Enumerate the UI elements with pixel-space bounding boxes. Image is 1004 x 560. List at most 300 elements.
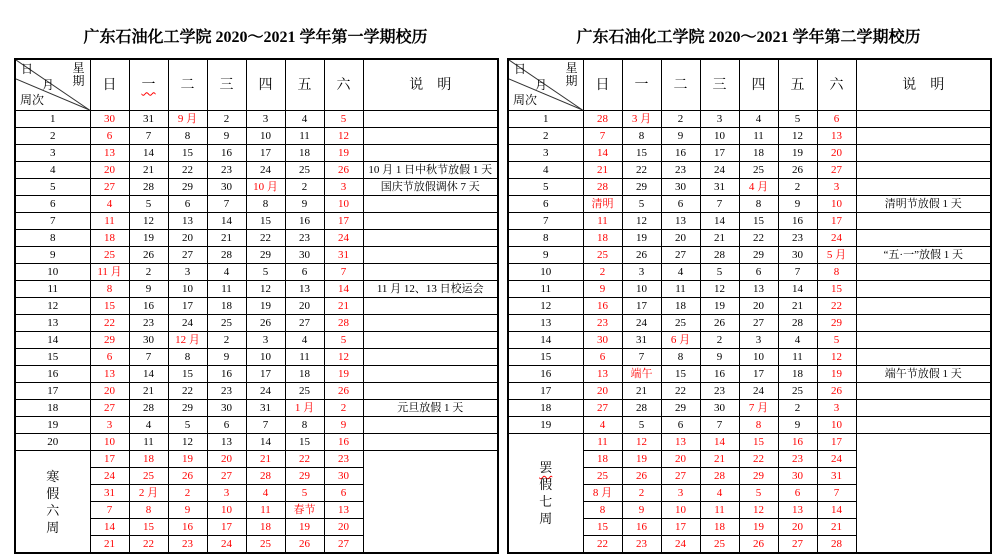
date-cell: 20 [583, 383, 622, 400]
date-cell: 14 [129, 145, 168, 162]
date-cell: 7 [129, 349, 168, 366]
date-cell: 5 [246, 264, 285, 281]
week-row [15, 179, 498, 196]
week-number-cell: 18 [15, 400, 90, 417]
week-number-cell: 6 [508, 196, 583, 213]
week-number-cell: 5 [15, 179, 90, 196]
date-cell: 6 [661, 417, 700, 434]
date-cell: 24 [246, 162, 285, 179]
note-cell [856, 213, 991, 230]
date-cell: 30 [778, 468, 817, 485]
date-cell: 10 [661, 502, 700, 519]
date-cell: 27 [168, 247, 207, 264]
week-row [15, 383, 498, 400]
date-cell: 4 [285, 332, 324, 349]
note-cell [363, 213, 498, 230]
date-cell: 7 [324, 264, 363, 281]
calendar-table [14, 58, 499, 554]
date-cell: 23 [324, 451, 363, 468]
date-cell: 8 [90, 281, 129, 298]
date-cell: 13 [661, 434, 700, 451]
date-cell: 27 [661, 468, 700, 485]
date-cell: 8 [622, 128, 661, 145]
date-cell: 15 [246, 213, 285, 230]
corner-weekno-label: 周次 [513, 93, 538, 107]
date-cell: 21 [129, 162, 168, 179]
date-cell: 5 [129, 196, 168, 213]
note-cell [363, 247, 498, 264]
week-number-cell: 1 [15, 111, 90, 128]
date-cell: 17 [246, 145, 285, 162]
date-cell: 25 [285, 162, 324, 179]
date-cell: 20 [661, 451, 700, 468]
date-cell: 9 [129, 281, 168, 298]
week-number-cell: 13 [508, 315, 583, 332]
day-header-cell [622, 59, 661, 111]
corner-cell [15, 59, 90, 111]
day-header-label: 一 [141, 77, 156, 93]
date-cell: 5 [324, 332, 363, 349]
date-cell: 30 [583, 332, 622, 349]
vacation-label [16, 468, 90, 536]
week-row [508, 213, 991, 230]
day-header-cell [246, 59, 285, 111]
date-cell: 31 [700, 179, 739, 196]
date-cell: 13 [778, 502, 817, 519]
date-cell: 18 [90, 230, 129, 247]
week-row [508, 383, 991, 400]
date-cell: 11 [583, 213, 622, 230]
date-cell: 2 [207, 111, 246, 128]
date-cell: 11 [700, 502, 739, 519]
week-row [15, 111, 498, 128]
date-cell: 18 [583, 451, 622, 468]
date-cell: 28 [246, 468, 285, 485]
week-row [508, 281, 991, 298]
week-row [508, 230, 991, 247]
day-header-label: 四 [258, 77, 273, 93]
date-cell: 14 [778, 281, 817, 298]
date-cell: 17 [661, 519, 700, 536]
date-cell: 14 [700, 213, 739, 230]
week-row [15, 315, 498, 332]
date-cell: 5 月 [817, 247, 856, 264]
date-cell: 11 [285, 349, 324, 366]
week-row [508, 179, 991, 196]
date-cell: 12 [622, 213, 661, 230]
week-number-cell: 3 [15, 145, 90, 162]
date-cell: 26 [622, 468, 661, 485]
date-cell: 24 [324, 230, 363, 247]
week-number-cell: 16 [15, 366, 90, 383]
date-cell: 31 [324, 247, 363, 264]
note-header-cell: 说 明 [363, 59, 498, 111]
date-cell: 28 [583, 111, 622, 128]
date-cell: 3 [207, 485, 246, 502]
week-row [508, 145, 991, 162]
date-cell: 11 [285, 128, 324, 145]
date-cell: 3 [324, 179, 363, 196]
date-cell: 29 [168, 179, 207, 196]
week-row [508, 128, 991, 145]
date-cell: 15 [661, 366, 700, 383]
note-cell [363, 111, 498, 128]
date-cell: 2 [700, 332, 739, 349]
date-cell: 29 [285, 468, 324, 485]
date-cell: 23 [207, 162, 246, 179]
date-cell: 29 [246, 247, 285, 264]
date-cell: 27 [739, 315, 778, 332]
date-cell: 3 [739, 332, 778, 349]
week-number-cell: 6 [15, 196, 90, 213]
date-cell: 4 [285, 111, 324, 128]
date-cell: 12 [168, 434, 207, 451]
date-cell: 12 [129, 213, 168, 230]
date-cell: 春节 [285, 502, 324, 519]
date-cell: 17 [817, 434, 856, 451]
note-cell [856, 349, 991, 366]
date-cell: 12 [622, 434, 661, 451]
date-cell: 13 [739, 281, 778, 298]
vacation-label [509, 459, 583, 527]
date-cell: 3 [661, 485, 700, 502]
date-cell: 19 [700, 298, 739, 315]
day-header-label: 日 [595, 77, 610, 93]
day-header-cell [90, 59, 129, 111]
date-cell: 7 [583, 128, 622, 145]
vacation-label-char: 假 [539, 477, 553, 492]
date-cell: 26 [817, 383, 856, 400]
date-cell: 6 月 [661, 332, 700, 349]
date-cell: 19 [622, 230, 661, 247]
vacation-note-cell [363, 451, 498, 554]
date-cell: 30 [129, 332, 168, 349]
date-cell: 21 [700, 451, 739, 468]
date-cell: 2 [661, 111, 700, 128]
date-cell: 2 [324, 400, 363, 417]
note-cell [363, 230, 498, 247]
note-cell [363, 264, 498, 281]
date-cell: 清明 [583, 196, 622, 213]
date-cell: 14 [324, 281, 363, 298]
date-cell: 14 [700, 434, 739, 451]
date-cell: 17 [817, 213, 856, 230]
date-cell: 21 [817, 519, 856, 536]
date-cell: 9 [583, 281, 622, 298]
date-cell: 20 [324, 519, 363, 536]
date-cell: 20 [285, 298, 324, 315]
date-cell: 26 [622, 247, 661, 264]
week-number-cell: 9 [15, 247, 90, 264]
date-cell: 26 [285, 536, 324, 554]
date-cell: 10 [90, 434, 129, 451]
corner-weekno-label: 周次 [20, 93, 45, 107]
date-cell: 23 [661, 162, 700, 179]
note-cell [856, 281, 991, 298]
date-cell: 18 [207, 298, 246, 315]
week-number-cell: 11 [15, 281, 90, 298]
date-cell: 23 [622, 536, 661, 554]
date-cell: 24 [661, 536, 700, 554]
date-cell: 17 [622, 298, 661, 315]
date-cell: 16 [129, 298, 168, 315]
date-cell: 29 [739, 247, 778, 264]
date-cell: 16 [285, 213, 324, 230]
date-cell: 9 [778, 417, 817, 434]
date-cell: 25 [207, 315, 246, 332]
week-row [15, 281, 498, 298]
date-cell: 22 [168, 162, 207, 179]
date-cell: 22 [739, 451, 778, 468]
date-cell: 28 [817, 536, 856, 554]
date-cell: 15 [90, 298, 129, 315]
date-cell: 8 [168, 349, 207, 366]
day-header-label: 三 [219, 77, 234, 93]
header-row [508, 59, 991, 111]
date-cell: 12 [778, 128, 817, 145]
note-cell: 11 月 12、13 日校运会 [363, 281, 498, 298]
date-cell: 18 [661, 298, 700, 315]
week-number-cell: 8 [508, 230, 583, 247]
vacation-label-char: 假 [46, 485, 60, 501]
week-number-cell: 9 [508, 247, 583, 264]
date-cell: 4 月 [739, 179, 778, 196]
week-number-cell: 5 [508, 179, 583, 196]
date-cell: 15 [739, 434, 778, 451]
date-cell: 24 [700, 162, 739, 179]
date-cell: 3 [246, 111, 285, 128]
date-cell: 22 [90, 315, 129, 332]
note-cell [856, 162, 991, 179]
vacation-label-cell [15, 451, 90, 554]
date-cell: 20 [778, 519, 817, 536]
day-header-label: 一 [634, 77, 649, 93]
date-cell: 3 [90, 417, 129, 434]
date-cell: 30 [700, 400, 739, 417]
week-number-cell: 19 [15, 417, 90, 434]
date-cell: 17 [168, 298, 207, 315]
date-cell: 24 [817, 451, 856, 468]
note-cell [856, 417, 991, 434]
week-number-cell: 7 [15, 213, 90, 230]
note-cell [363, 332, 498, 349]
date-cell: 12 [324, 349, 363, 366]
date-cell: 5 [324, 111, 363, 128]
week-row [508, 332, 991, 349]
day-header-cell [739, 59, 778, 111]
date-cell: 29 [622, 179, 661, 196]
date-cell: 23 [778, 230, 817, 247]
date-cell: 10 [324, 196, 363, 213]
date-cell: 20 [90, 383, 129, 400]
date-cell: 27 [285, 315, 324, 332]
date-cell: 3 [246, 332, 285, 349]
week-number-cell: 15 [508, 349, 583, 366]
date-cell: 28 [129, 179, 168, 196]
date-cell: 27 [817, 162, 856, 179]
date-cell: 7 [246, 417, 285, 434]
date-cell: 22 [129, 536, 168, 554]
week-number-cell: 13 [15, 315, 90, 332]
note-cell: 端午节放假 1 天 [856, 366, 991, 383]
date-cell: 19 [246, 298, 285, 315]
date-cell: 10 [168, 281, 207, 298]
date-cell: 27 [583, 400, 622, 417]
date-cell: 9 [700, 349, 739, 366]
week-number-cell: 12 [15, 298, 90, 315]
date-cell: 23 [129, 315, 168, 332]
date-cell: 12 [739, 502, 778, 519]
week-number-cell: 11 [508, 281, 583, 298]
date-cell: 10 [622, 281, 661, 298]
date-cell: 2 [778, 179, 817, 196]
date-cell: 26 [700, 315, 739, 332]
day-header-label: 五 [790, 77, 805, 93]
date-cell: 27 [207, 468, 246, 485]
week-number-cell: 20 [15, 434, 90, 451]
note-cell: 清明节放假 1 天 [856, 196, 991, 213]
date-cell: 22 [246, 230, 285, 247]
date-cell: 5 [622, 417, 661, 434]
week-row [15, 400, 498, 417]
week-row [15, 349, 498, 366]
week-number-cell: 2 [15, 128, 90, 145]
date-cell: 29 [817, 315, 856, 332]
day-header-cell [207, 59, 246, 111]
date-cell: 13 [661, 213, 700, 230]
date-cell: 8 [285, 417, 324, 434]
note-cell [363, 128, 498, 145]
date-cell: 8 月 [583, 485, 622, 502]
note-cell [363, 315, 498, 332]
date-cell: 5 [285, 485, 324, 502]
date-cell: 4 [661, 264, 700, 281]
date-cell: 8 [583, 502, 622, 519]
corner-cell [508, 59, 583, 111]
week-number-cell: 3 [508, 145, 583, 162]
date-cell: 10 [817, 417, 856, 434]
date-cell: 27 [324, 536, 363, 554]
date-cell: 11 [246, 502, 285, 519]
date-cell: 11 [778, 349, 817, 366]
week-row [15, 247, 498, 264]
note-header-cell: 说 明 [856, 59, 991, 111]
date-cell: 10 [700, 128, 739, 145]
date-cell: 25 [778, 383, 817, 400]
note-cell [856, 264, 991, 281]
semester2-calendar [507, 12, 990, 554]
date-cell: 3 [817, 179, 856, 196]
date-cell: 22 [739, 230, 778, 247]
date-cell: 19 [324, 366, 363, 383]
date-cell: 22 [583, 536, 622, 554]
date-cell: 23 [168, 536, 207, 554]
date-cell: 3 [817, 400, 856, 417]
date-cell: 3 月 [622, 111, 661, 128]
date-cell: 22 [661, 383, 700, 400]
date-cell: 31 [129, 111, 168, 128]
date-cell: 28 [700, 468, 739, 485]
date-cell: 13 [583, 366, 622, 383]
date-cell: 19 [285, 519, 324, 536]
date-cell: 12 月 [168, 332, 207, 349]
date-cell: 24 [817, 230, 856, 247]
week-number-cell: 14 [15, 332, 90, 349]
calendar-table [507, 58, 992, 554]
date-cell: 30 [778, 247, 817, 264]
week-row [508, 111, 991, 128]
date-cell: 24 [739, 383, 778, 400]
date-cell: 5 [817, 332, 856, 349]
date-cell: 3 [168, 264, 207, 281]
note-cell [363, 145, 498, 162]
date-cell: 10 [817, 196, 856, 213]
date-cell: 16 [778, 213, 817, 230]
week-number-cell: 17 [15, 383, 90, 400]
date-cell: 9 [324, 417, 363, 434]
date-cell: 7 [817, 485, 856, 502]
header-row [15, 59, 498, 111]
date-cell: 26 [324, 383, 363, 400]
vacation-label-char: 七 [539, 494, 553, 509]
date-cell: 18 [739, 145, 778, 162]
date-cell: 2 月 [129, 485, 168, 502]
day-header-label: 五 [297, 77, 312, 93]
date-cell: 1 月 [285, 400, 324, 417]
date-cell: 21 [324, 298, 363, 315]
date-cell: 11 月 [90, 264, 129, 281]
date-cell: 6 [661, 196, 700, 213]
note-cell [856, 315, 991, 332]
date-cell: 21 [622, 383, 661, 400]
date-cell: 22 [285, 451, 324, 468]
date-cell: 15 [583, 519, 622, 536]
date-cell: 21 [246, 451, 285, 468]
week-number-cell: 15 [15, 349, 90, 366]
date-cell: 27 [90, 179, 129, 196]
date-cell: 13 [817, 128, 856, 145]
date-cell: 9 [207, 349, 246, 366]
date-cell: 20 [661, 230, 700, 247]
week-number-cell: 18 [508, 400, 583, 417]
date-cell: 26 [168, 468, 207, 485]
vacation-label-char: 罢 [539, 460, 553, 475]
date-cell: 5 [622, 196, 661, 213]
date-cell: 8 [168, 128, 207, 145]
date-cell: 5 [778, 111, 817, 128]
date-cell: 2 [622, 485, 661, 502]
date-cell: 25 [129, 468, 168, 485]
date-cell: 13 [285, 281, 324, 298]
week-row [15, 417, 498, 434]
date-cell: 26 [778, 162, 817, 179]
date-cell: 19 [739, 519, 778, 536]
date-cell: 8 [246, 196, 285, 213]
week-number-cell: 4 [15, 162, 90, 179]
date-cell: 8 [661, 349, 700, 366]
date-cell: 18 [700, 519, 739, 536]
date-cell: 28 [778, 315, 817, 332]
date-cell: 16 [700, 366, 739, 383]
week-row [508, 247, 991, 264]
date-cell: 15 [622, 145, 661, 162]
date-cell: 11 [129, 434, 168, 451]
date-cell: 5 [700, 264, 739, 281]
date-cell: 11 [90, 213, 129, 230]
date-cell: 4 [207, 264, 246, 281]
date-cell: 7 [207, 196, 246, 213]
note-cell [363, 298, 498, 315]
